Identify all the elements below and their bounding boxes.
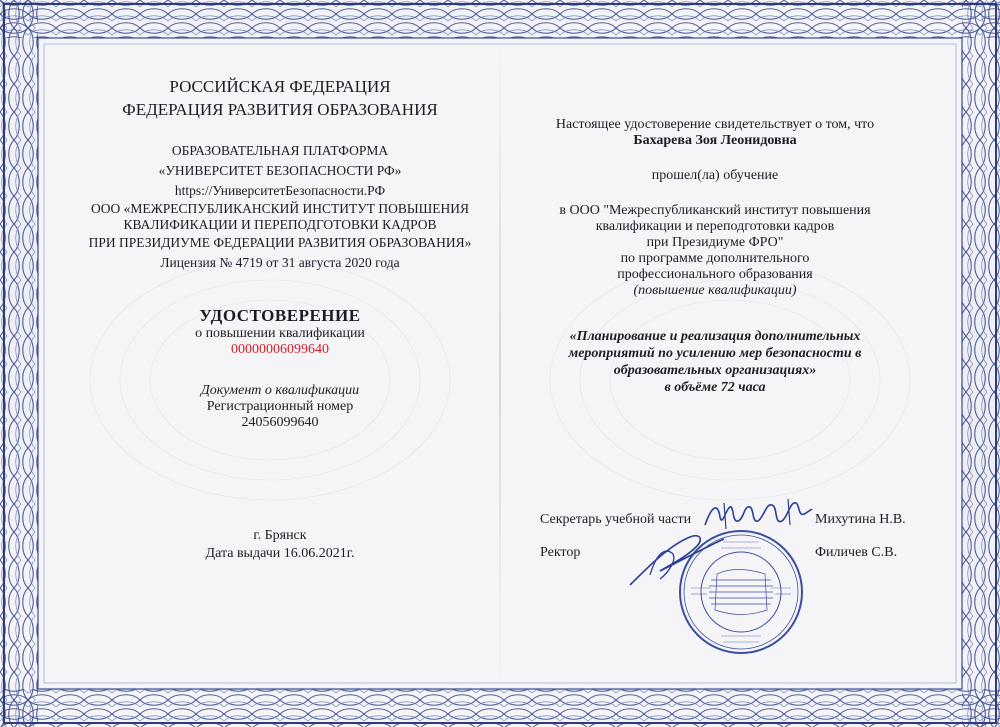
issue-date: Дата выдачи 16.06.2021г. — [205, 546, 355, 561]
certificate-title: УДОСТОВЕРЕНИЕ — [199, 306, 361, 325]
secretary-label: Секретарь учебной части — [540, 512, 692, 527]
org-name-line3: ПРИ ПРЕЗИДИУМЕ ФЕДЕРАЦИИ РАЗВИТИЯ ОБРАЗОВАНИЯ» — [88, 235, 472, 250]
registration-number: 24056099640 — [241, 415, 319, 430]
platform-name: «УНИВЕРСИТЕТ БЕЗОПАСНОСТИ РФ» — [158, 163, 402, 178]
course-line2: мероприятий по усилению мер безопасности в — [568, 346, 862, 361]
rector-signature — [620, 525, 730, 595]
platform-label: ОБРАЗОВАТЕЛЬНАЯ ПЛАТФОРМА — [171, 143, 389, 158]
institute-line2: квалификации и переподготовки кадров — [595, 219, 835, 234]
course-block — [510, 328, 920, 396]
certificate-number: 00000006099640 — [231, 342, 329, 357]
license-text: Лицензия № 4719 от 31 августа 2020 года — [160, 255, 400, 270]
institute-line1: в ООО "Межреспубликанский институт повышения — [559, 203, 871, 218]
passed-text: прошел(ла) обучение — [651, 168, 779, 183]
course-hours: в объёме 72 часа — [664, 380, 766, 395]
platform-url: https://УниверситетБезопасности.РФ — [174, 183, 386, 198]
holder-name: Бахарева Зоя Леонидовна — [633, 133, 797, 148]
intro-text: Настоящее удостоверение свидетельствует о том, что — [555, 117, 875, 132]
course-line1: «Планирование и реализация дополнительных — [569, 329, 861, 344]
issue-block — [60, 527, 500, 563]
org-name-line2: КВАЛИФИКАЦИИ И ПЕРЕПОДГОТОВКИ КАДРОВ — [123, 217, 437, 232]
program-line2: профессионального образования — [617, 267, 813, 282]
institute-line3: при Президиуме ФРО" — [646, 235, 784, 250]
program-type: (повышение квалификации) — [633, 283, 797, 298]
issue-city: г. Брянск — [253, 528, 307, 543]
org-name-line1: ООО «МЕЖРЕСПУБЛИКАНСКИЙ ИНСТИТУТ ПОВЫШЕНИЯ — [90, 201, 470, 216]
center-fold — [499, 40, 501, 690]
secretary-name: Михутина Н.В. — [815, 512, 906, 527]
course-line3: образовательных организациях» — [613, 363, 817, 378]
header-block — [60, 75, 500, 121]
rector-name: Филичев С.В. — [815, 545, 898, 560]
organization-block — [60, 141, 500, 273]
attestation-block — [510, 117, 920, 299]
document-block — [60, 383, 500, 431]
certificate-subtitle: о повышении квалификации — [195, 326, 365, 341]
program-line1: по программе дополнительного — [620, 251, 810, 266]
certificate-title-block — [60, 306, 500, 358]
federation-title: ФЕДЕРАЦИЯ РАЗВИТИЯ ОБРАЗОВАНИЯ — [122, 100, 438, 119]
country-title: РОССИЙСКАЯ ФЕДЕРАЦИЯ — [169, 77, 391, 96]
registration-label: Регистрационный номер — [206, 399, 354, 414]
rector-label: Ректор — [540, 545, 581, 560]
document-type: Документ о квалификации — [200, 383, 360, 398]
